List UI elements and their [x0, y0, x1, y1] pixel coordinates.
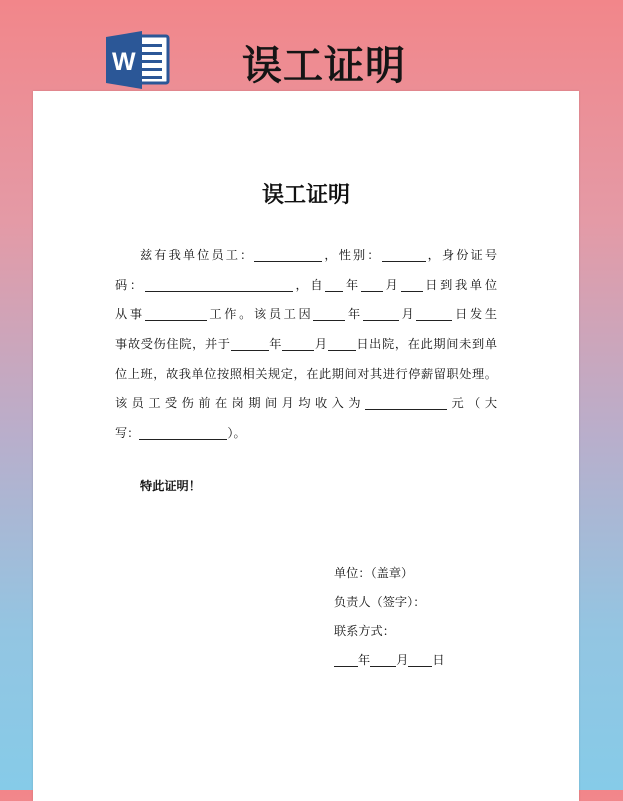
blank-monthly-income — [365, 395, 447, 410]
body-line-7: 写： ）。 — [115, 426, 246, 441]
signature-block — [334, 559, 445, 675]
closing-statement: 特此证明！ — [140, 479, 201, 493]
body-line-3: 从事 工作。该员工因 年 月 日发生 — [115, 307, 498, 322]
blank-id-number — [145, 277, 293, 292]
signature-date: 年 月 日 — [334, 646, 445, 675]
blank-position — [145, 306, 207, 321]
banner-title: 误工证明 — [242, 43, 406, 89]
word-icon — [106, 31, 170, 89]
document-body — [115, 241, 497, 449]
signature-unit: 单位：（盖章） — [334, 566, 414, 580]
blank-employee-name — [254, 247, 322, 262]
body-line-4: 事故受伤住院，并于 年 月 日出院，在此期间未到单 — [115, 337, 498, 352]
signature-contact: 联系方式： — [334, 624, 395, 638]
signature-person: 负责人（签字）： — [334, 595, 426, 609]
word-icon-letter: W — [112, 48, 136, 76]
document-page — [33, 91, 579, 801]
document-title: 误工证明 — [261, 182, 350, 208]
body-line-2: 码： ，自 年 月 日到我单位 — [115, 277, 498, 292]
blank-gender — [382, 247, 426, 262]
body-line-6: 该员工受伤前在岗期间月均收入为 元（大 — [115, 396, 498, 411]
body-line-5: 位上班，故我单位按照相关规定，在此期间对其进行停薪留职处理。 — [115, 366, 497, 381]
body-line-1: 兹有我单位员工： ，性别： ，身份证号 — [140, 248, 498, 262]
blank-income-in-words — [139, 425, 227, 440]
